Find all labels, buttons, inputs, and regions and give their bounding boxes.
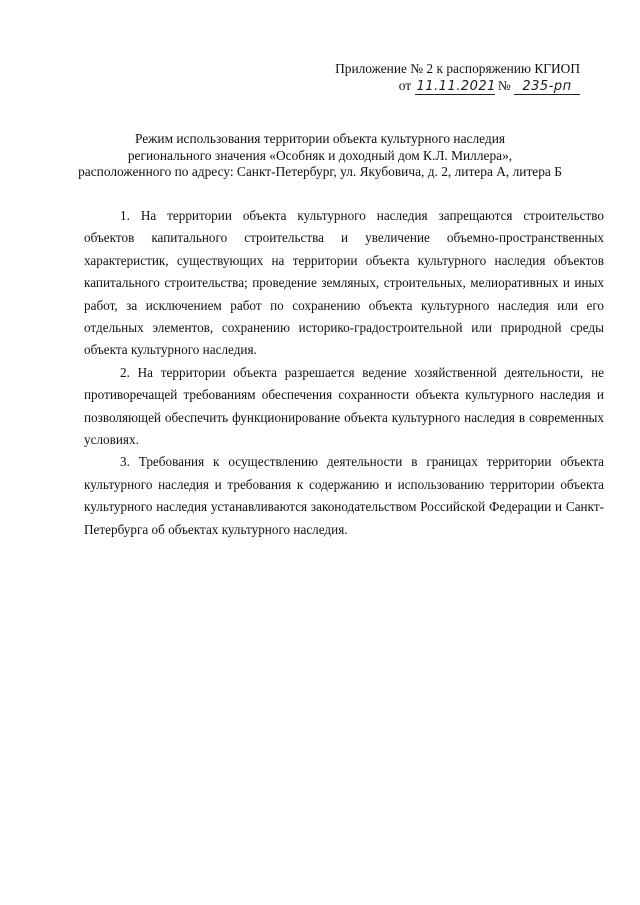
number-prefix: № (497, 78, 511, 93)
paragraph-3: 3. Требования к осуществлению деятельности в границах территории объекта культурного наследия и требования к содержанию и использованию территории объекта культурного наследия устанавливаются законодательством Российской Федерации и Санкт-Петербурга об объектах культурного наследия. (84, 454, 604, 537)
paragraph-2: 2. На территории объекта разрешается ведение хозяйственной деятельности, не противоречащей требованиям обеспечения сохранности объекта культурного наследия и позволяющей обеспечить функционирование объекта культурного наследия в современных условиях. (84, 364, 604, 448)
order-reference (280, 77, 580, 95)
attachment-line: Приложение № 2 к распоряжению КГИОП (335, 61, 580, 76)
paragraph-1: 1. На территории объекта культурного наследия запрещаются строительство объектов капитального строительства и увеличение объемно-пространственных характеристик, существующих на территории объекта культурного наследия объектов капитального строительства; проведение земляных, строительных, мелиоративных и иных работ, за исключением работ по сохранению объекта культурного наследия или его отдельных элементов, сохранению историко-градостроительной или природной среды объекта культурного наследия. (84, 208, 604, 358)
handwritten-date: 11.11.2021 (416, 79, 496, 94)
title-line-2: регионального значения «Особняк и доходный дом К.Л. Миллера», (127, 147, 513, 163)
attachment-header (280, 60, 580, 95)
title-line-1: Режим использования территории объекта культурного наследия (134, 131, 506, 146)
date-prefix: от (398, 78, 412, 93)
document-body (84, 205, 604, 541)
title-line-3: расположенного по адресу: Санкт-Петербург, ул. Якубовича, д. 2, литера А, литера Б (78, 164, 562, 179)
handwritten-number: 235-рп (514, 80, 580, 95)
document-title (60, 131, 580, 181)
